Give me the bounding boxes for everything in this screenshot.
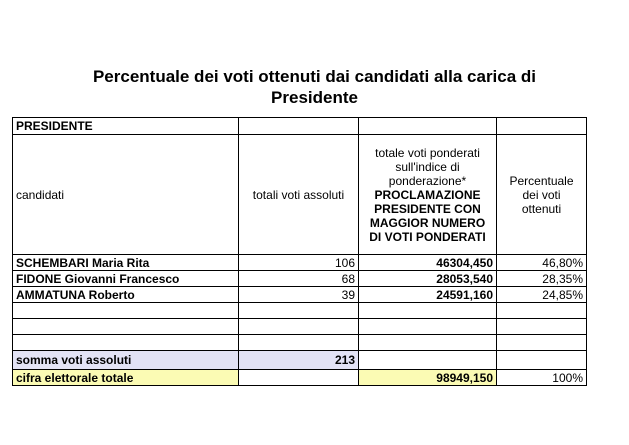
table-row [13, 255, 587, 271]
voti-assoluti: 39 [239, 287, 359, 303]
voti-assoluti: 106 [239, 255, 359, 271]
voti-ponderati: 28053,540 [359, 271, 497, 287]
cifra-row [13, 370, 587, 386]
header-totali: totali voti assoluti [239, 135, 359, 255]
candidate-name: AMMATUNA Roberto [13, 287, 239, 303]
cifra-percentuale: 100% [497, 370, 587, 386]
percentuale: 24,85% [497, 287, 587, 303]
results-table [12, 117, 587, 386]
voti-ponderati: 24591,160 [359, 287, 497, 303]
somma-label: somma voti assoluti [13, 351, 239, 370]
empty-row [13, 303, 587, 319]
percentuale: 46,80% [497, 255, 587, 271]
cifra-label: cifra elettorale totale [13, 370, 239, 386]
somma-value: 213 [239, 351, 359, 370]
table-row [13, 271, 587, 287]
empty-row [13, 319, 587, 335]
somma-row [13, 351, 587, 370]
header-ponderati: totale voti ponderati sull'indice di ponderazione* PROCLAMAZIONE PRESIDENTE CON MAGGIOR NUMERO DI VOTI PONDERATI [359, 135, 497, 255]
cifra-ponderati: 98949,150 [359, 370, 497, 386]
percentuale: 28,35% [497, 271, 587, 287]
table-row [13, 287, 587, 303]
section-label: PRESIDENTE [13, 118, 239, 135]
header-row [13, 135, 587, 255]
candidate-name: FIDONE Giovanni Francesco [13, 271, 239, 287]
header-candidati: candidati [13, 135, 239, 255]
header-percentuale: Percentuale dei voti ottenuti [497, 135, 587, 255]
candidate-name: SCHEMBARI Maria Rita [13, 255, 239, 271]
empty-row [13, 335, 587, 351]
voti-assoluti: 68 [239, 271, 359, 287]
title-line-1: Percentuale dei voti ottenuti dai candidati alla carica di [92, 67, 537, 86]
page-title [0, 66, 629, 108]
voti-ponderati: 46304,450 [359, 255, 497, 271]
title-line-2: Presidente [271, 88, 358, 107]
section-row [13, 118, 587, 135]
